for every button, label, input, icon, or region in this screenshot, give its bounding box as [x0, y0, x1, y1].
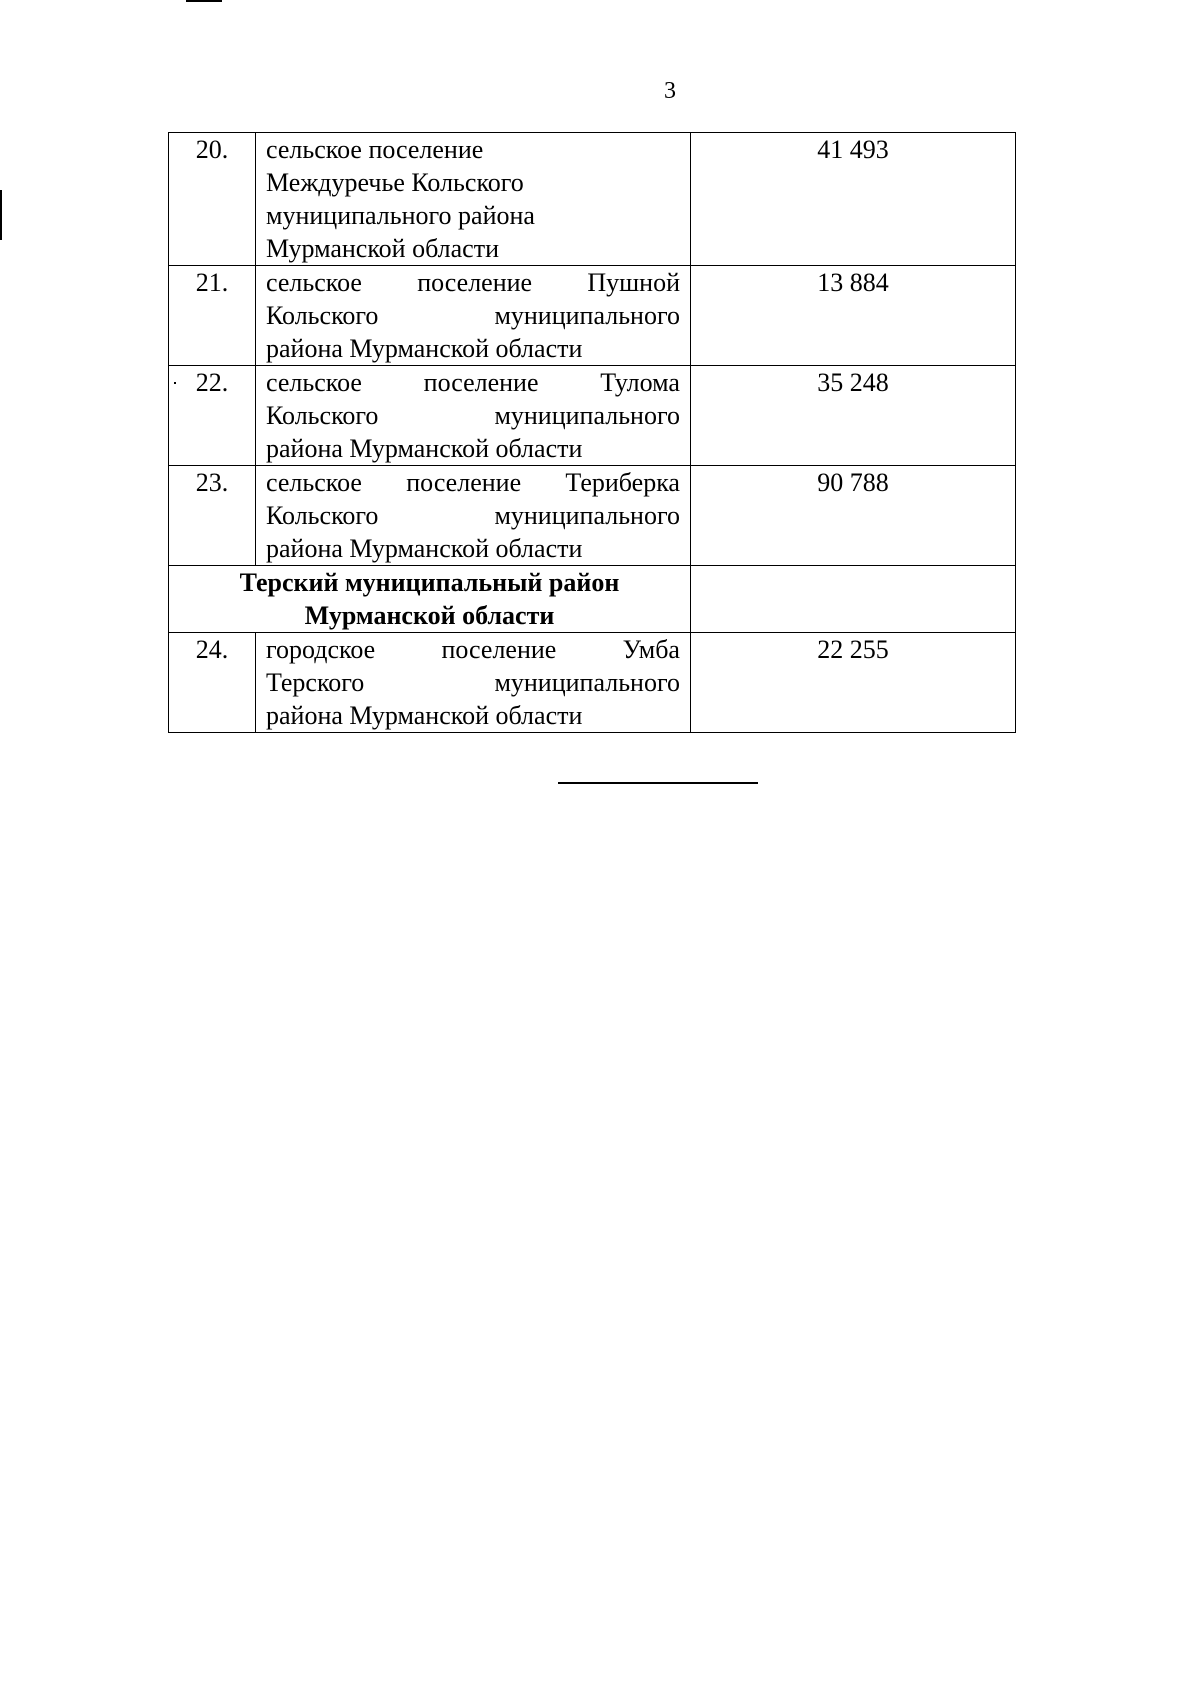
- word: Тулома: [600, 368, 680, 397]
- settlement-name-line: Мурманской области: [266, 234, 499, 263]
- table-row: [169, 266, 1016, 366]
- settlement-name-line: [266, 399, 680, 432]
- amount-value: 90 788: [691, 466, 1016, 566]
- amount-value: 22 255: [691, 633, 1016, 733]
- table-row: [169, 466, 1016, 566]
- settlement-name: [256, 133, 691, 266]
- amount-value: 41 493: [691, 133, 1016, 266]
- row-number: 23.: [169, 466, 256, 566]
- word: Териберка: [565, 468, 680, 497]
- settlement-name-line: Междуречье Кольского: [266, 168, 524, 197]
- word: Кольского: [266, 301, 379, 330]
- word: сельское: [266, 368, 362, 397]
- word: Кольского: [266, 501, 379, 530]
- settlement-name-line: района Мурманской области: [266, 534, 583, 563]
- settlement-name-line: муниципального района: [266, 201, 535, 230]
- row-number: 20.: [169, 133, 256, 266]
- settlement-name: [256, 366, 691, 466]
- scan-artifact: [186, 0, 222, 2]
- word: Кольского: [266, 401, 379, 430]
- allocation-table: [168, 132, 1016, 733]
- section-row: [169, 566, 1016, 633]
- settlement-name-line: [266, 666, 680, 699]
- word: Умба: [622, 635, 680, 664]
- table-row: [169, 133, 1016, 266]
- section-value: [691, 566, 1016, 633]
- table-row: [169, 366, 1016, 466]
- word: поселение: [417, 268, 533, 297]
- amount-value: 35 248: [691, 366, 1016, 466]
- page-number: 3: [664, 78, 676, 104]
- amount-value: 13 884: [691, 266, 1016, 366]
- settlement-name-line: района Мурманской области: [266, 334, 583, 363]
- section-title-line: Терский муниципальный район: [239, 568, 620, 597]
- scan-artifact: [174, 382, 176, 384]
- settlement-name-line: района Мурманской области: [266, 701, 583, 730]
- settlement-name-line: [266, 499, 680, 532]
- settlement-name-line: [266, 266, 680, 299]
- end-of-document-rule: [558, 782, 758, 784]
- word: поселение: [406, 468, 522, 497]
- row-number: 21.: [169, 266, 256, 366]
- settlement-name-line: [266, 633, 680, 666]
- word: муниципального: [494, 668, 680, 697]
- word: поселение: [441, 635, 557, 664]
- row-number: 22.: [169, 366, 256, 466]
- table-row: [169, 633, 1016, 733]
- word: сельское: [266, 268, 362, 297]
- word: городское: [266, 635, 376, 664]
- row-number: 24.: [169, 633, 256, 733]
- word: Терского: [266, 668, 365, 697]
- settlement-name-line: [266, 466, 680, 499]
- section-title: [169, 566, 691, 633]
- scan-artifact: [0, 190, 2, 240]
- settlement-name-line: сельское поселение: [266, 135, 484, 164]
- settlement-name: [256, 266, 691, 366]
- word: муниципального: [494, 401, 680, 430]
- word: муниципального: [494, 301, 680, 330]
- section-title-line: Мурманской области: [304, 601, 555, 630]
- word: Пушной: [587, 268, 680, 297]
- settlement-name: [256, 633, 691, 733]
- settlement-name-line: [266, 366, 680, 399]
- word: сельское: [266, 468, 362, 497]
- settlement-name-line: района Мурманской области: [266, 434, 583, 463]
- settlement-name: [256, 466, 691, 566]
- settlement-name-line: [266, 299, 680, 332]
- word: муниципального: [494, 501, 680, 530]
- word: поселение: [423, 368, 539, 397]
